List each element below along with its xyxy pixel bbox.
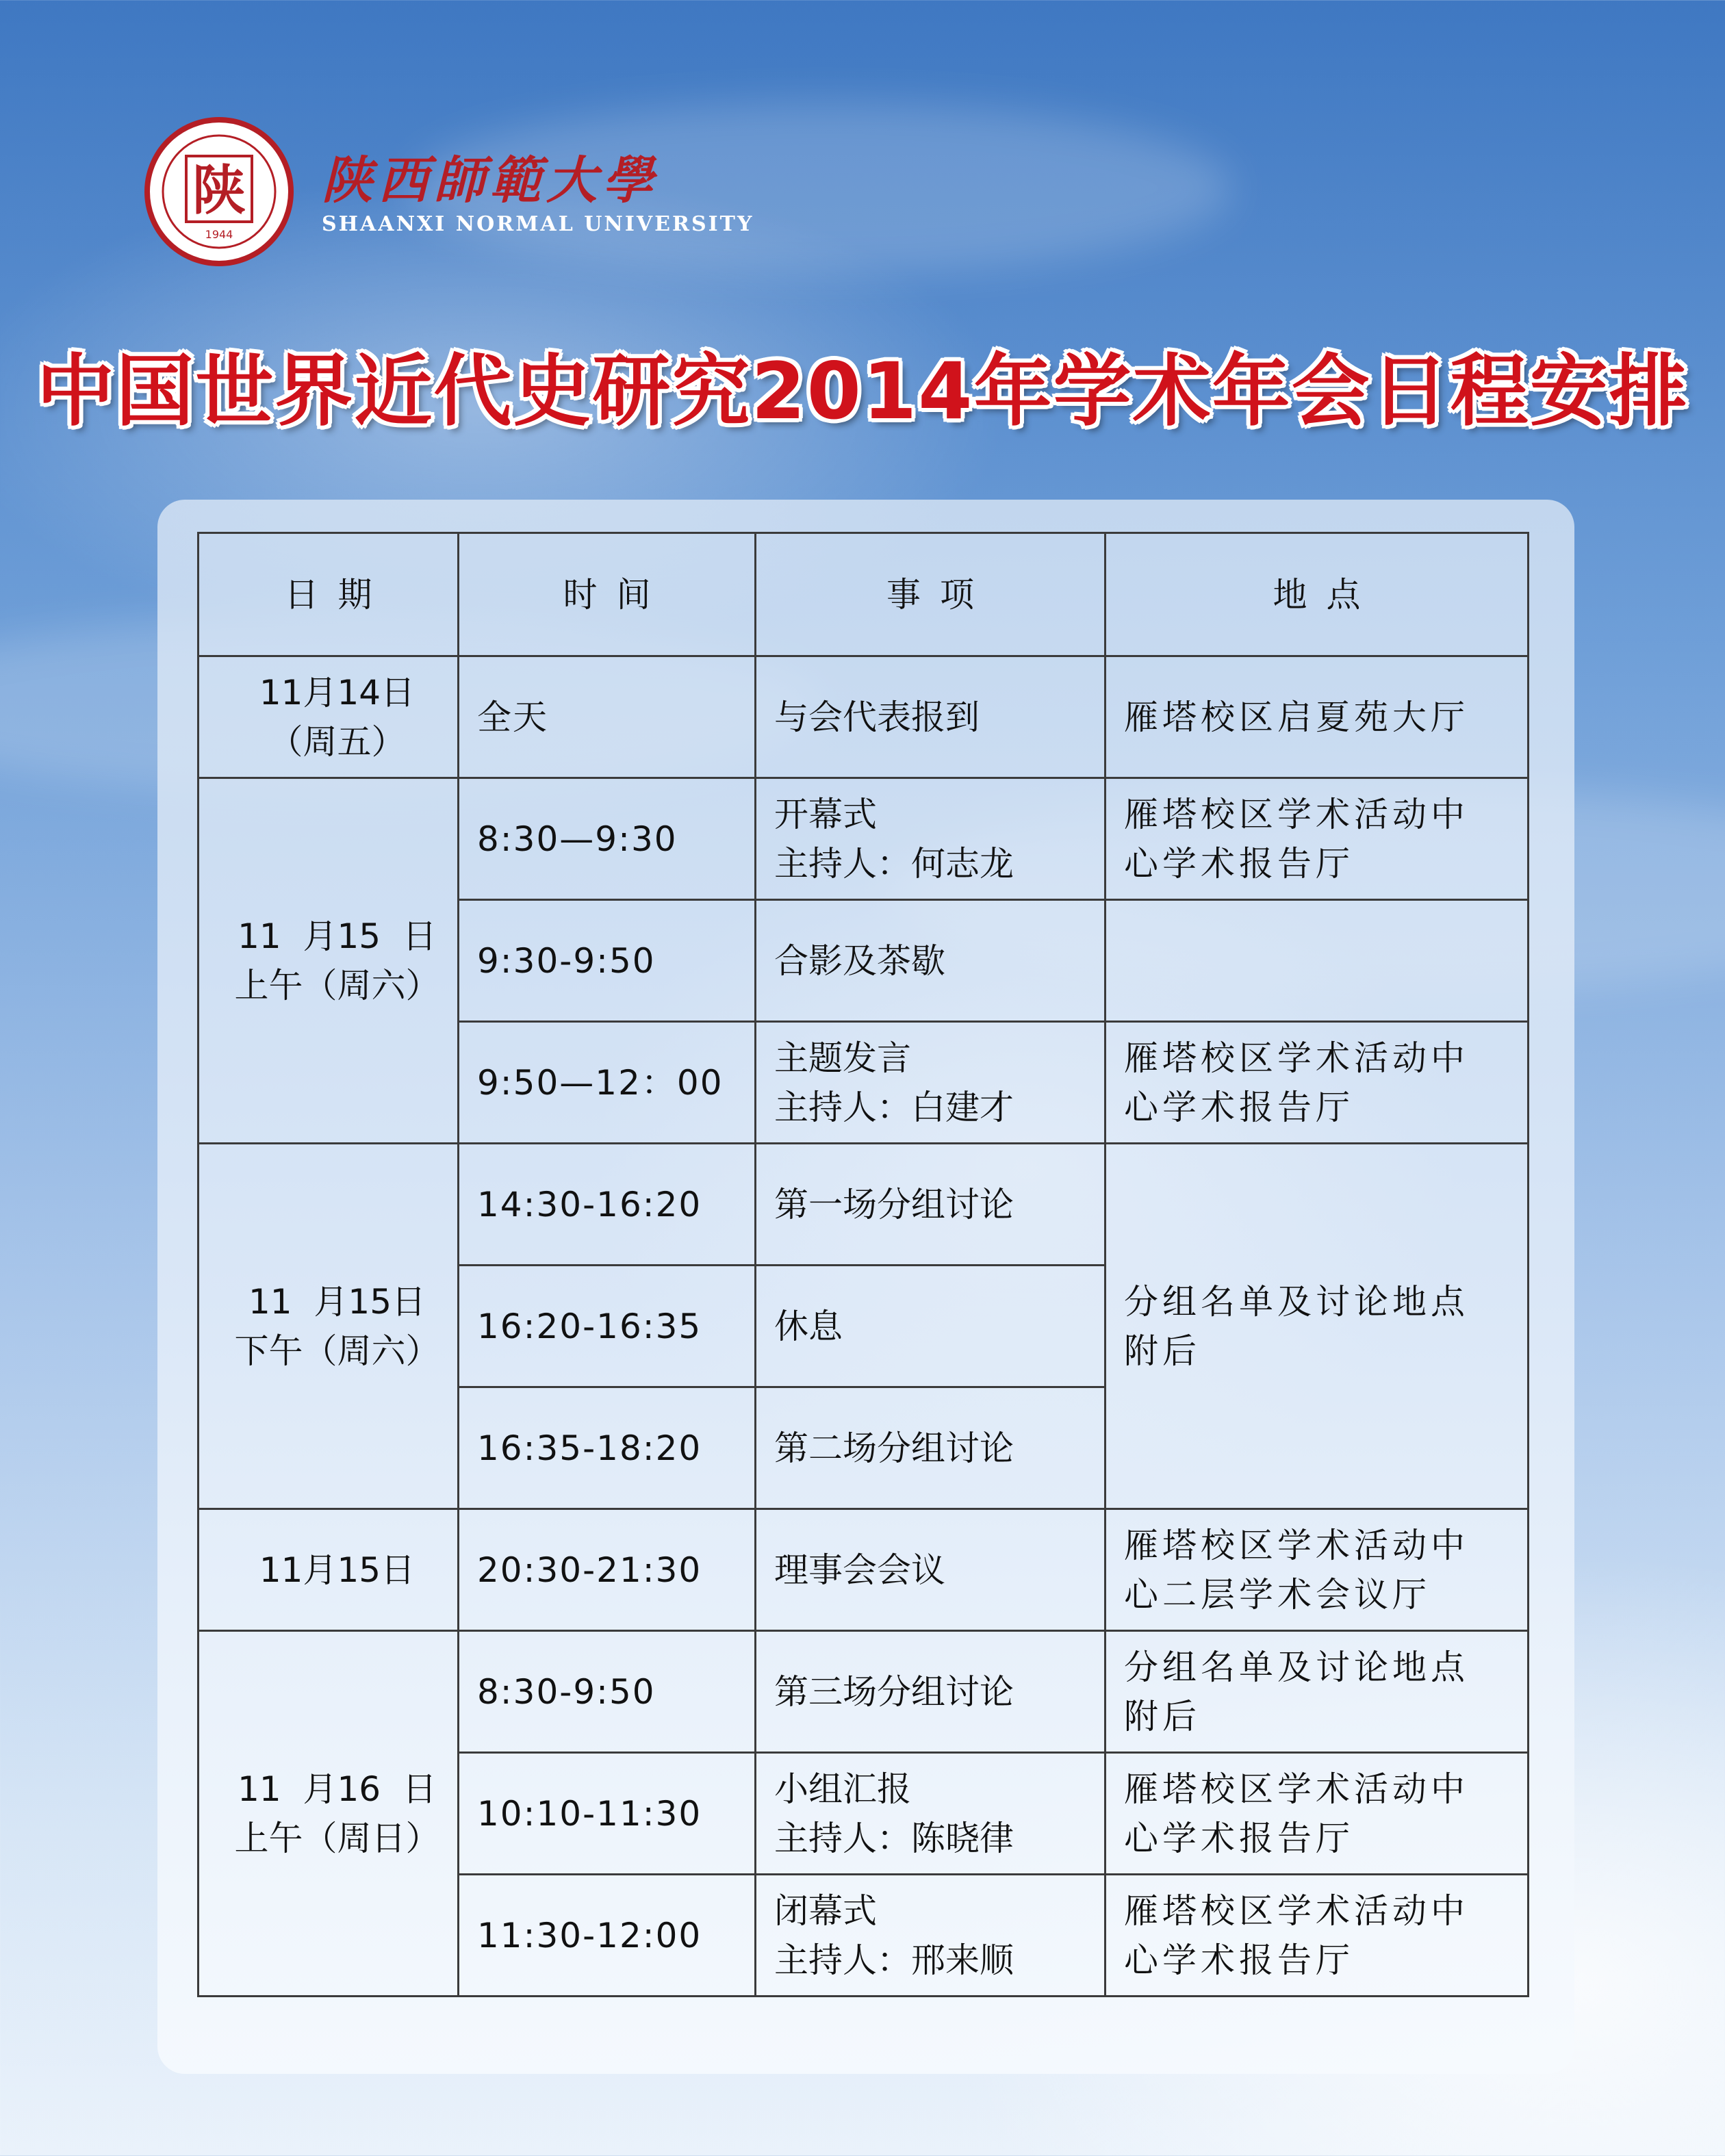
item-cell: 闭幕式 主持人：邢来顺 bbox=[756, 1875, 1106, 1997]
time-cell: 16:35-18:20 bbox=[459, 1387, 756, 1509]
date-cell: 11月14日 （周五） bbox=[199, 656, 459, 778]
table-row bbox=[199, 1144, 1529, 1266]
item-cell: 合影及茶歇 bbox=[756, 900, 1106, 1022]
svg-text:陕: 陕 bbox=[192, 159, 246, 222]
date-cell: 11 月16 日 上午（周日） bbox=[199, 1631, 459, 1997]
place-cell: 雁塔校区学术活动中 心学术报告厅 bbox=[1106, 1875, 1529, 1997]
header-time: 时间 bbox=[459, 533, 756, 656]
time-cell: 14:30-16:20 bbox=[459, 1144, 756, 1266]
place-cell: 雁塔校区启夏苑大厅 bbox=[1106, 656, 1529, 778]
item-cell: 小组汇报 主持人：陈晓律 bbox=[756, 1753, 1106, 1875]
item-cell: 休息 bbox=[756, 1266, 1106, 1387]
time-cell: 11:30-12:00 bbox=[459, 1875, 756, 1997]
table-header-row bbox=[199, 533, 1529, 656]
item-cell: 第一场分组讨论 bbox=[756, 1144, 1106, 1266]
time-cell: 9:50—12：00 bbox=[459, 1022, 756, 1144]
place-cell: 雁塔校区学术活动中 心学术报告厅 bbox=[1106, 778, 1529, 900]
page-title: 中国世界近代史研究2014年学术年会日程安排 bbox=[36, 346, 1689, 437]
date-cell: 11月15日 bbox=[199, 1509, 459, 1631]
header-place: 地点 bbox=[1106, 533, 1529, 656]
university-name-cn: 陕西師範大學 bbox=[322, 151, 659, 210]
svg-text:1944: 1944 bbox=[205, 228, 233, 241]
header-date: 日期 bbox=[199, 533, 459, 656]
date-cell: 11 月15日 下午（周六） bbox=[199, 1144, 459, 1509]
time-cell: 10:10-11:30 bbox=[459, 1753, 756, 1875]
time-cell: 8:30-9:50 bbox=[459, 1631, 756, 1753]
time-cell: 8:30—9:30 bbox=[459, 778, 756, 900]
place-cell: 雁塔校区学术活动中 心学术报告厅 bbox=[1106, 1753, 1529, 1875]
date-cell: 11 月15 日 上午（周六） bbox=[199, 778, 459, 1144]
place-cell: 雁塔校区学术活动中 心二层学术会议厅 bbox=[1106, 1509, 1529, 1631]
table-row bbox=[199, 1509, 1529, 1631]
place-cell bbox=[1106, 900, 1529, 1022]
university-name-en: SHAANXI NORMAL UNIVERSITY bbox=[322, 212, 754, 236]
table-row bbox=[199, 656, 1529, 778]
item-cell: 与会代表报到 bbox=[756, 656, 1106, 778]
item-cell: 开幕式 主持人：何志龙 bbox=[756, 778, 1106, 900]
time-cell: 20:30-21:30 bbox=[459, 1509, 756, 1631]
table-row bbox=[199, 778, 1529, 900]
item-cell: 第三场分组讨论 bbox=[756, 1631, 1106, 1753]
time-cell: 全天 bbox=[459, 656, 756, 778]
time-cell: 9:30-9:50 bbox=[459, 900, 756, 1022]
university-seal-logo bbox=[144, 116, 294, 267]
item-cell: 第二场分组讨论 bbox=[756, 1387, 1106, 1509]
table-row bbox=[199, 1631, 1529, 1753]
item-cell: 主题发言 主持人：白建才 bbox=[756, 1022, 1106, 1144]
place-cell: 分组名单及讨论地点 附后 bbox=[1106, 1144, 1529, 1509]
time-cell: 16:20-16:35 bbox=[459, 1266, 756, 1387]
schedule-table bbox=[197, 532, 1529, 1997]
place-cell: 分组名单及讨论地点 附后 bbox=[1106, 1631, 1529, 1753]
header-item: 事项 bbox=[756, 533, 1106, 656]
item-cell: 理事会会议 bbox=[756, 1509, 1106, 1631]
place-cell: 雁塔校区学术活动中 心学术报告厅 bbox=[1106, 1022, 1529, 1144]
